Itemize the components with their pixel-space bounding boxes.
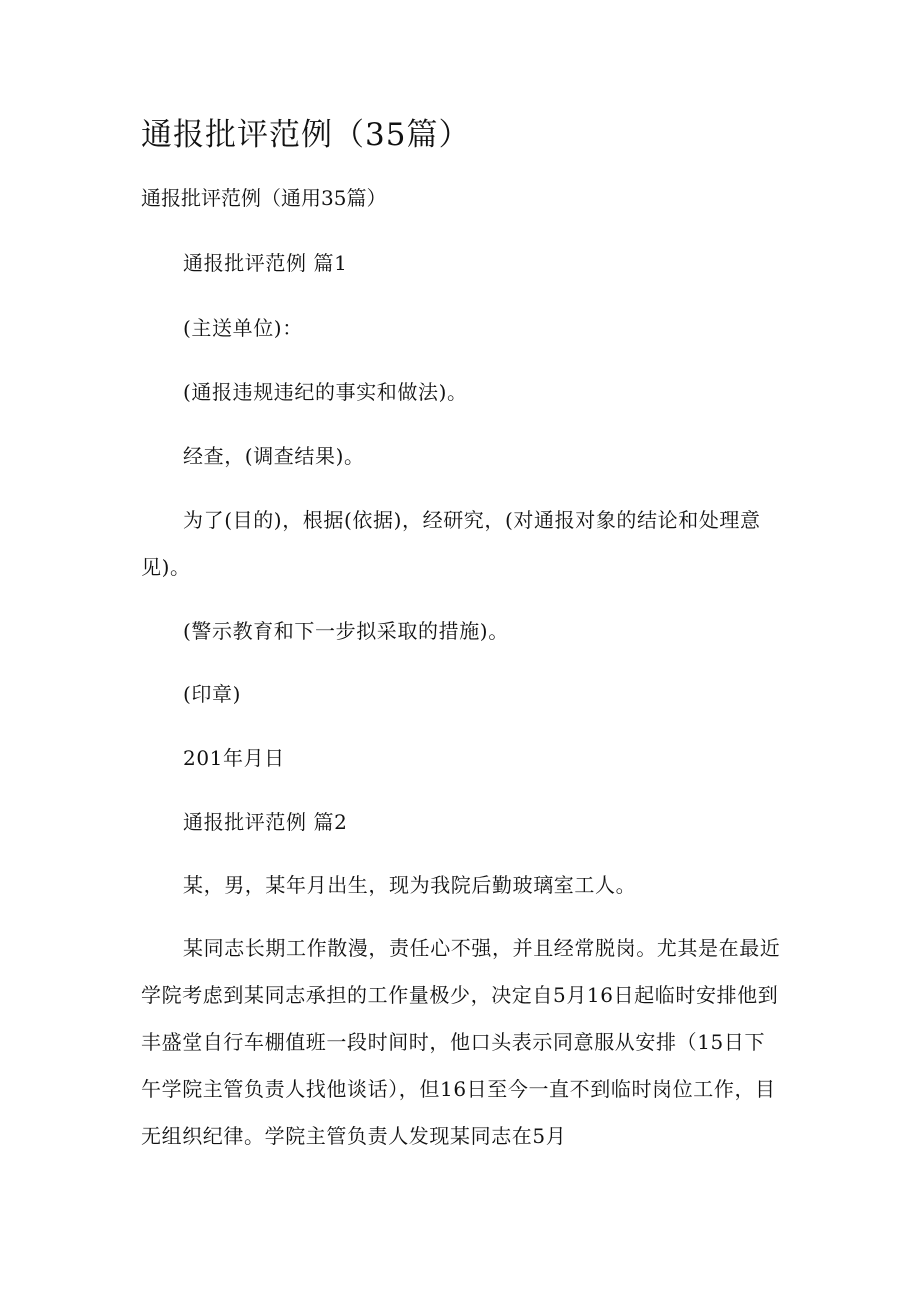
paragraph-measures: (警示教育和下一步拟采取的措施)。 [183,619,509,643]
paragraph-seal: (印章) [183,682,242,706]
paragraph-facts: (通报违规违纪的事实和做法)。 [183,380,468,404]
paragraph-date: 201年月日 [183,746,285,770]
document-title: 通报批评范例（35篇） [141,117,471,153]
paragraph-person: 某，男，某年月出生，现为我院后勤玻璃室工人。 [183,873,637,897]
paragraph-investigation: 经查，(调查结果)。 [183,444,365,468]
paragraph-decision: 为了(目的)，根据(依据)，经研究，(对通报对象的结论和处理意见)。 [141,508,761,579]
section-heading-1: 通报批评范例 篇1 [183,251,348,275]
document-subtitle: 通报批评范例（通用35篇） [141,186,387,210]
paragraph-details: 某同志长期工作散漫，责任心不强，并且经常脱岗。尤其是在最近学院考虑到某同志承担的工作量极少，决定自5月16日起临时安排他到丰盛堂自行车棚值班一段时间时，他口头表示同意服从安排（15日下午学院主管负责人找他谈话），但16日至今一直不到临时岗位工作，目无组织纪律。学院主管负责人发现某同志在5月 [141,936,781,1148]
paragraph-recipient: (主送单位)： [183,316,303,340]
section-heading-2: 通报批评范例 篇2 [183,810,348,834]
